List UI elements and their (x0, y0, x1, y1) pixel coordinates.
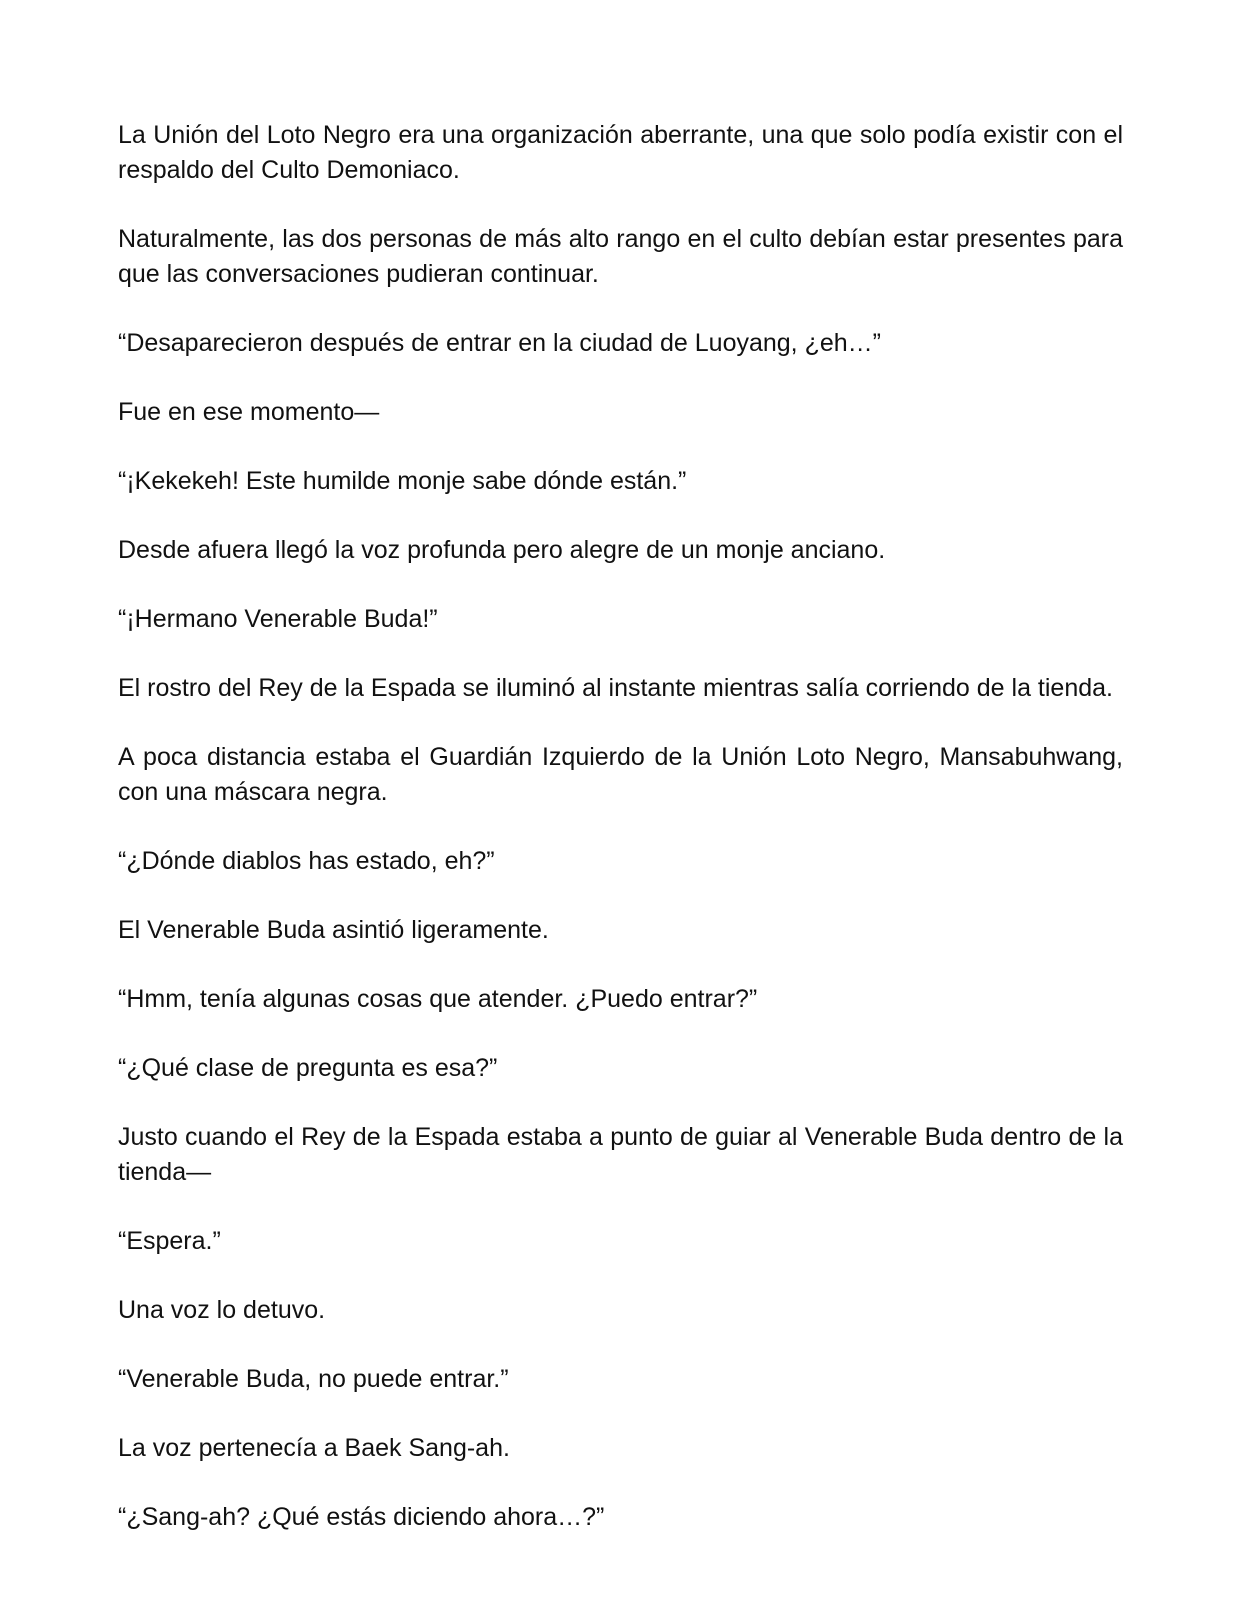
paragraph-13: “¿Qué clase de pregunta es esa?” (118, 1054, 498, 1082)
paragraph-10: “¿Dónde diablos has estado, eh?” (118, 847, 495, 875)
paragraph-7: “¡Hermano Venerable Buda!” (118, 605, 438, 633)
paragraph-9: A poca distancia estaba el Guardián Izquierdo de la Unión Loto Negro, Mansabuhwang, con una máscara negra. (118, 743, 1123, 806)
paragraph-1: La Unión del Loto Negro era una organización aberrante, una que solo podía existir con el respaldo del Culto Demoniaco. (118, 121, 1123, 184)
paragraph-5: “¡Kekekeh! Este humilde monje sabe dónde están.” (118, 467, 687, 495)
paragraph-6: Desde afuera llegó la voz profunda pero alegre de un monje anciano. (118, 536, 886, 564)
paragraph-8: El rostro del Rey de la Espada se iluminó al instante mientras salía corriendo de la tienda. (118, 674, 1113, 702)
paragraph-11: El Venerable Buda asintió ligeramente. (118, 916, 549, 944)
paragraph-2: Naturalmente, las dos personas de más alto rango en el culto debían estar presentes para que las conversaciones pudieran continuar. (118, 225, 1123, 288)
paragraph-14: Justo cuando el Rey de la Espada estaba a punto de guiar al Venerable Buda dentro de la tienda— (118, 1123, 1123, 1186)
paragraph-4: Fue en ese momento— (118, 398, 380, 426)
paragraph-12: “Hmm, tenía algunas cosas que atender. ¿Puedo entrar?” (118, 985, 758, 1013)
paragraph-3: “Desaparecieron después de entrar en la ciudad de Luoyang, ¿eh…” (118, 329, 881, 357)
paragraph-18: La voz pertenecía a Baek Sang-ah. (118, 1434, 510, 1462)
paragraph-15: “Espera.” (118, 1227, 221, 1255)
paragraph-19: “¿Sang-ah? ¿Qué estás diciendo ahora…?” (118, 1503, 605, 1531)
paragraph-17: “Venerable Buda, no puede entrar.” (118, 1365, 509, 1393)
paragraph-16: Una voz lo detuvo. (118, 1296, 326, 1324)
